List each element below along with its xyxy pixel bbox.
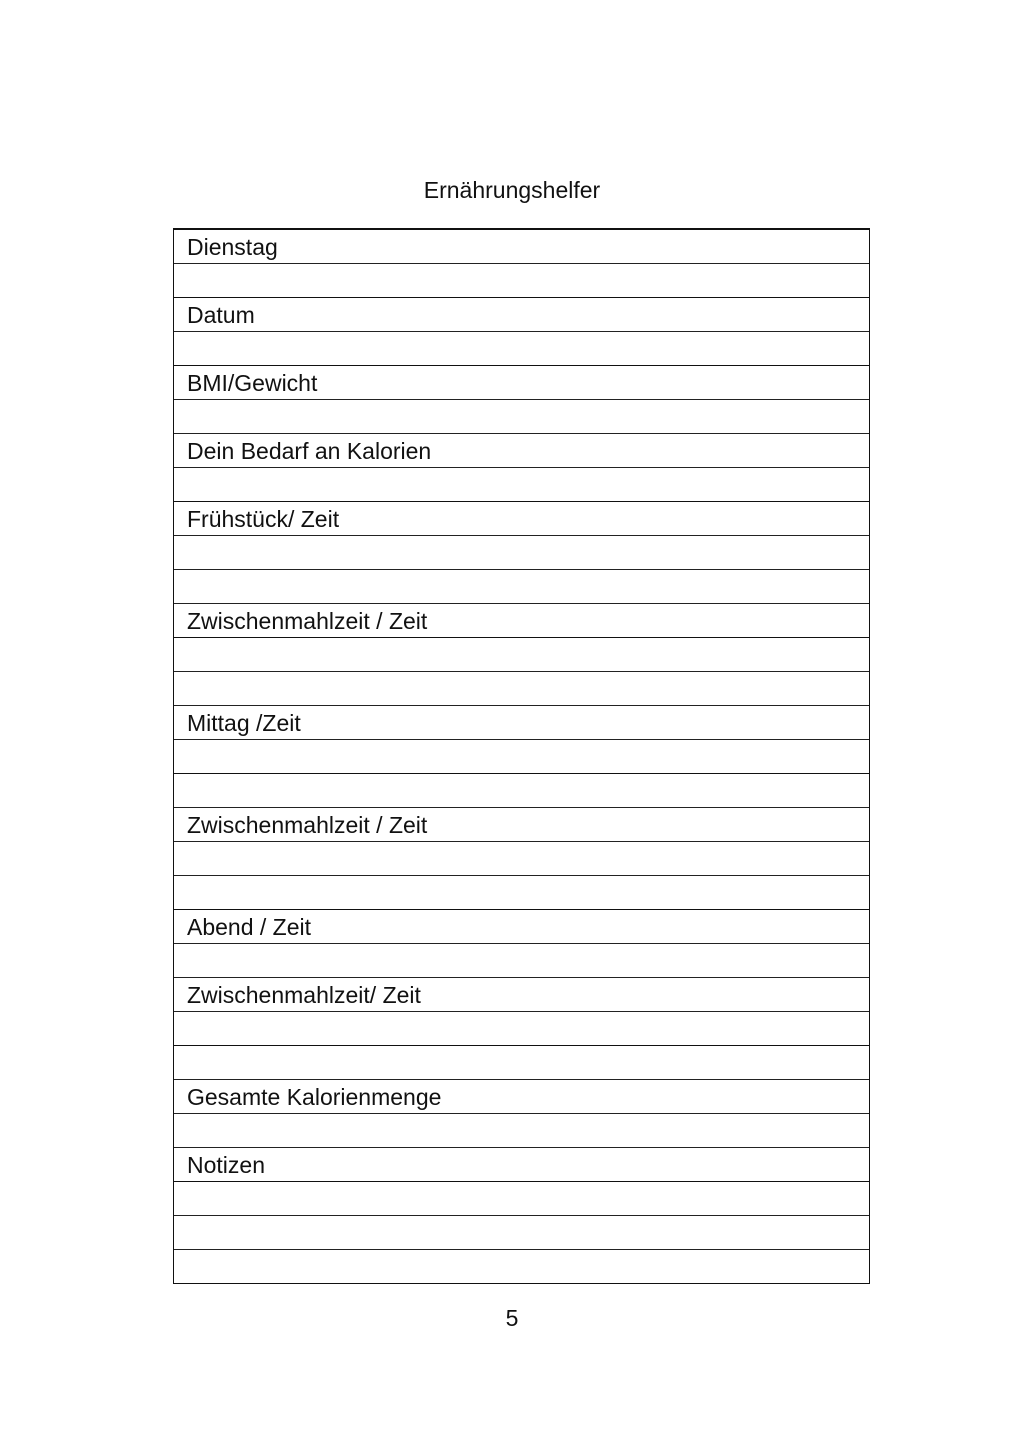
row-snack-1: Zwischenmahlzeit / Zeit [174,604,869,638]
row-lunch-entry-2[interactable] [174,774,869,808]
row-breakfast: Frühstück/ Zeit [174,502,869,536]
row-calorie-need: Dein Bedarf an Kalorien [174,434,869,468]
row-notes-entry-1[interactable] [174,1182,869,1216]
page-title: Ernährungshelfer [423,177,601,203]
row-dinner: Abend / Zeit [174,910,869,944]
row-notes-entry-3[interactable] [174,1250,869,1284]
row-snack-1-entry-1[interactable] [174,638,869,672]
row-lunch: Mittag /Zeit [174,706,869,740]
row-breakfast-entry-1[interactable] [174,536,869,570]
nutrition-form-table [173,228,870,1284]
row-notes-entry-2[interactable] [174,1216,869,1250]
row-snack-3: Zwischenmahlzeit/ Zeit [174,978,869,1012]
row-total-calories: Gesamte Kalorienmenge [174,1080,869,1114]
row-day: Dienstag [174,230,869,264]
row-date-entry[interactable] [174,332,869,366]
row-snack-3-entry-2[interactable] [174,1046,869,1080]
row-calorie-need-entry[interactable] [174,468,869,502]
row-breakfast-entry-2[interactable] [174,570,869,604]
row-date: Datum [174,298,869,332]
row-day-entry[interactable] [174,264,869,298]
row-bmi-weight: BMI/Gewicht [174,366,869,400]
row-snack-3-entry-1[interactable] [174,1012,869,1046]
row-total-calories-entry[interactable] [174,1114,869,1148]
page-number: 5 [505,1305,519,1331]
row-lunch-entry-1[interactable] [174,740,869,774]
row-bmi-weight-entry[interactable] [174,400,869,434]
row-snack-2-entry-2[interactable] [174,876,869,910]
row-notes: Notizen [174,1148,869,1182]
row-snack-2: Zwischenmahlzeit / Zeit [174,808,869,842]
row-snack-2-entry-1[interactable] [174,842,869,876]
row-dinner-entry[interactable] [174,944,869,978]
row-snack-1-entry-2[interactable] [174,672,869,706]
